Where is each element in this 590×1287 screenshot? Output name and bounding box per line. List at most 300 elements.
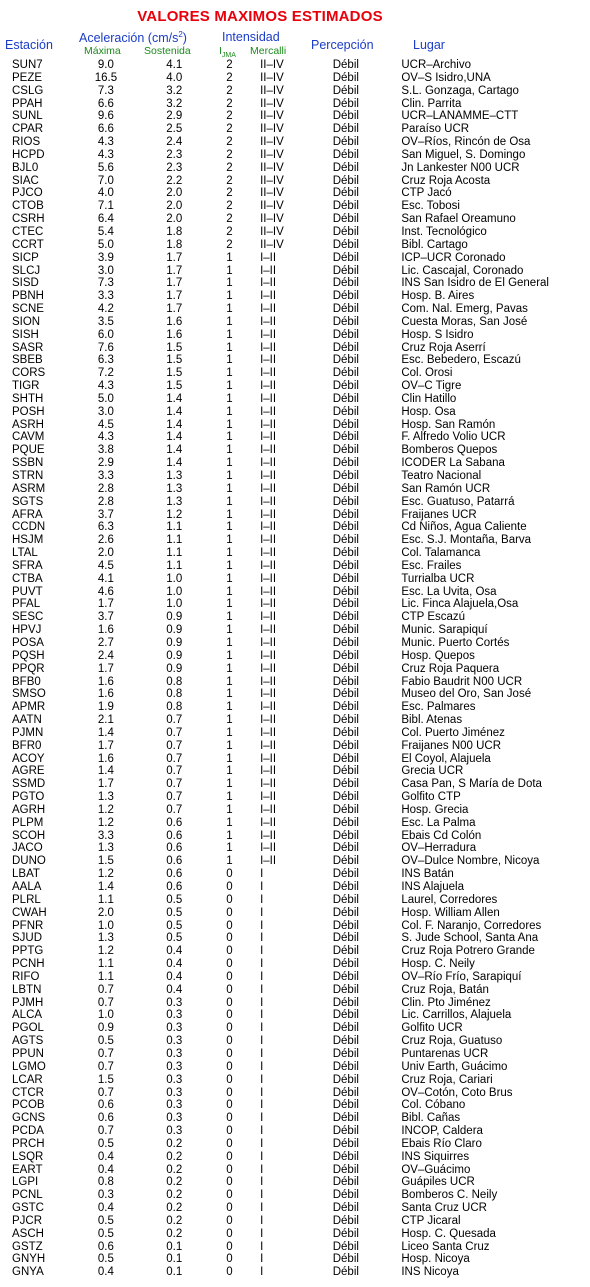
- max-acceleration-cell: 1.5: [97, 1073, 114, 1086]
- table-row: [0, 316, 590, 329]
- place-cell: ICP–UCR Coronado: [401, 251, 506, 264]
- station-code-cell: SJUD: [12, 932, 43, 945]
- sustained-acceleration-cell: 0.5: [166, 906, 183, 919]
- max-acceleration-cell: 1.7: [97, 739, 114, 752]
- station-code-cell: SESC: [12, 611, 44, 624]
- station-code-cell: LGMO: [12, 1060, 46, 1073]
- perception-cell: Débil: [332, 945, 359, 958]
- place-cell: Hosp. Nicoya: [401, 1253, 470, 1266]
- place-cell: Lic. Cascajal, Coronado: [401, 264, 524, 277]
- mercalli-intensity-cell: I: [260, 906, 264, 919]
- max-acceleration-cell: 4.6: [97, 585, 114, 598]
- mercalli-intensity-cell: I: [260, 1137, 264, 1150]
- table-row: [0, 354, 590, 367]
- sustained-acceleration-cell: 0.6: [166, 816, 183, 829]
- place-cell: Hosp. San Ramón: [401, 418, 496, 431]
- mercalli-intensity-cell: I: [260, 1099, 264, 1112]
- place-cell: Bomberos C. Neily: [401, 1189, 498, 1202]
- mercalli-intensity-cell: I: [260, 1125, 264, 1138]
- perception-cell: Débil: [332, 84, 359, 97]
- table-row: [0, 226, 590, 239]
- mercalli-intensity-cell: II–IV: [260, 187, 284, 200]
- mercalli-intensity-cell: I–II: [260, 431, 277, 444]
- ijma-intensity-cell: 0: [226, 1176, 233, 1189]
- place-cell: S.L. Gonzaga, Cartago: [401, 84, 519, 97]
- sustained-acceleration-cell: 0.1: [166, 1266, 183, 1279]
- station-code-cell: GSTC: [12, 1202, 44, 1215]
- mercalli-intensity-cell: I: [260, 1150, 264, 1163]
- mercalli-intensity-cell: I–II: [260, 508, 277, 521]
- perception-cell: Débil: [332, 405, 359, 418]
- ijma-intensity-cell: 2: [226, 148, 233, 161]
- table-row: [0, 1099, 590, 1112]
- sustained-acceleration-cell: 1.4: [166, 392, 183, 405]
- max-acceleration-cell: 2.6: [97, 534, 114, 547]
- mercalli-intensity-cell: I–II: [260, 636, 277, 649]
- sustained-acceleration-cell: 0.9: [166, 662, 183, 675]
- perception-cell: Débil: [332, 97, 359, 110]
- mercalli-intensity-cell: I–II: [260, 470, 277, 482]
- station-code-cell: CPAR: [12, 123, 44, 136]
- ijma-intensity-cell: 1: [226, 701, 233, 714]
- perception-cell: Débil: [332, 714, 359, 727]
- perception-cell: Débil: [332, 636, 359, 649]
- sustained-acceleration-cell: 0.3: [166, 1060, 183, 1073]
- ijma-intensity-cell: 0: [226, 1073, 233, 1086]
- sustained-acceleration-cell: 1.5: [166, 380, 183, 393]
- max-acceleration-cell: 6.4: [97, 213, 114, 226]
- place-cell: OV–Ríos, Rincón de Osa: [401, 136, 531, 149]
- mercalli-intensity-cell: I–II: [260, 585, 277, 598]
- sustained-acceleration-cell: 0.7: [166, 752, 183, 765]
- mercalli-intensity-cell: I: [260, 1035, 264, 1048]
- sustained-acceleration-cell: 0.9: [166, 624, 183, 637]
- table-row: [0, 894, 590, 907]
- place-cell: INS Batán: [401, 868, 454, 881]
- station-code-cell: ALCA: [12, 1009, 43, 1022]
- max-acceleration-cell: 7.3: [97, 84, 114, 97]
- mercalli-intensity-cell: I: [260, 1073, 264, 1086]
- max-acceleration-cell: 0.7: [97, 1047, 114, 1060]
- sustained-acceleration-cell: 1.4: [166, 444, 183, 457]
- max-acceleration-cell: 7.3: [97, 277, 114, 290]
- sustained-acceleration-cell: 0.2: [166, 1189, 183, 1202]
- perception-cell: Débil: [332, 508, 359, 521]
- station-code-cell: PCDA: [12, 1125, 44, 1138]
- perception-cell: Débil: [332, 161, 359, 174]
- mercalli-intensity-cell: I: [260, 893, 264, 906]
- mercalli-intensity-cell: I: [260, 1189, 264, 1202]
- header-ijma-main: I: [219, 45, 222, 57]
- header-sostenida: Sostenida: [144, 45, 191, 57]
- table-row: [0, 393, 590, 406]
- place-cell: Esc. Guatuso, Patarrá: [401, 495, 515, 508]
- station-code-cell: BFB0: [12, 675, 41, 688]
- perception-cell: Débil: [332, 431, 359, 444]
- perception-cell: Débil: [332, 829, 359, 842]
- sustained-acceleration-cell: 0.1: [166, 1240, 183, 1253]
- table-row: [0, 149, 590, 162]
- mercalli-intensity-cell: I–II: [260, 251, 277, 264]
- perception-cell: Débil: [332, 200, 359, 213]
- perception-cell: Débil: [332, 174, 359, 187]
- station-code-cell: RIFO: [12, 970, 40, 983]
- table-row: [0, 200, 590, 213]
- table-row: [0, 1048, 590, 1061]
- mercalli-intensity-cell: II–IV: [260, 97, 284, 110]
- perception-cell: Débil: [332, 1009, 359, 1022]
- ijma-intensity-cell: 1: [226, 739, 233, 752]
- table-row: [0, 509, 590, 522]
- table-row: [0, 521, 590, 534]
- sustained-acceleration-cell: 1.7: [166, 290, 183, 303]
- ijma-intensity-cell: 1: [226, 431, 233, 444]
- mercalli-intensity-cell: I–II: [260, 649, 277, 662]
- ijma-intensity-cell: 0: [226, 996, 233, 1009]
- mercalli-intensity-cell: I–II: [260, 559, 277, 572]
- ijma-intensity-cell: 1: [226, 405, 233, 418]
- ijma-intensity-cell: 1: [226, 354, 233, 367]
- place-cell: San Ramón UCR: [401, 482, 491, 495]
- perception-cell: Débil: [332, 1240, 359, 1253]
- max-acceleration-cell: 2.9: [97, 457, 114, 470]
- station-code-cell: CTBA: [12, 572, 43, 585]
- sustained-acceleration-cell: 0.9: [166, 636, 183, 649]
- max-acceleration-cell: 4.3: [97, 148, 114, 161]
- table-row: [0, 881, 590, 894]
- mercalli-intensity-cell: II–IV: [260, 225, 284, 238]
- station-code-cell: SIAC: [12, 174, 39, 187]
- mercalli-intensity-cell: I–II: [260, 598, 277, 611]
- place-cell: UCR–LANAMME–CTT: [401, 110, 519, 123]
- max-acceleration-cell: 1.2: [97, 868, 114, 881]
- ijma-intensity-cell: 2: [226, 238, 233, 251]
- mercalli-intensity-cell: I: [260, 868, 264, 881]
- mercalli-intensity-cell: I–II: [260, 315, 277, 328]
- perception-cell: Débil: [332, 225, 359, 238]
- sustained-acceleration-cell: 0.2: [166, 1202, 183, 1215]
- station-code-cell: SFRA: [12, 559, 43, 572]
- table-row: [0, 1189, 590, 1202]
- sustained-acceleration-cell: 0.2: [166, 1227, 183, 1240]
- max-acceleration-cell: 0.5: [97, 1214, 114, 1227]
- sustained-acceleration-cell: 1.3: [166, 470, 183, 482]
- station-code-cell: PLPM: [12, 816, 44, 829]
- table-row: [0, 637, 590, 650]
- ijma-intensity-cell: 0: [226, 1137, 233, 1150]
- station-code-cell: SISH: [12, 328, 39, 341]
- station-code-cell: SICP: [12, 251, 39, 264]
- perception-cell: Débil: [332, 110, 359, 123]
- station-code-cell: ACOY: [12, 752, 45, 765]
- perception-cell: Débil: [332, 290, 359, 303]
- sustained-acceleration-cell: 1.2: [166, 508, 183, 521]
- place-cell: Munic. Sarapiquí: [401, 624, 488, 637]
- max-acceleration-cell: 0.7: [97, 1086, 114, 1099]
- mercalli-intensity-cell: I–II: [260, 855, 277, 868]
- table-row: [0, 740, 590, 753]
- mercalli-intensity-cell: I–II: [260, 290, 277, 303]
- place-cell: Cruz Roja Potrero Grande: [401, 945, 535, 958]
- max-acceleration-cell: 6.0: [97, 328, 114, 341]
- max-acceleration-cell: 5.4: [97, 225, 114, 238]
- sustained-acceleration-cell: 0.5: [166, 932, 183, 945]
- max-acceleration-cell: 3.7: [97, 611, 114, 624]
- station-code-cell: SASR: [12, 341, 44, 354]
- place-cell: Col. Talamanca: [401, 547, 481, 560]
- sustained-acceleration-cell: 0.3: [166, 1125, 183, 1138]
- place-cell: Inst. Tecnológico: [401, 225, 487, 238]
- mercalli-intensity-cell: I: [260, 1214, 264, 1227]
- place-cell: Munic. Puerto Cortés: [401, 636, 510, 649]
- max-acceleration-cell: 2.0: [97, 547, 114, 560]
- mercalli-intensity-cell: I–II: [260, 495, 277, 508]
- place-cell: Com. Nal. Emerg, Pavas: [401, 303, 528, 316]
- perception-cell: Débil: [332, 71, 359, 84]
- max-acceleration-cell: 4.2: [97, 303, 114, 316]
- place-cell: INS Siquirres: [401, 1150, 470, 1163]
- perception-cell: Débil: [332, 1202, 359, 1215]
- mercalli-intensity-cell: I–II: [260, 624, 277, 637]
- place-cell: Esc. Palmares: [401, 701, 476, 714]
- station-code-cell: AATN: [12, 714, 42, 727]
- max-acceleration-cell: 0.4: [97, 1202, 114, 1215]
- table-row: [0, 676, 590, 689]
- station-code-cell: STRN: [12, 470, 44, 482]
- station-code-cell: GNYA: [12, 1266, 44, 1279]
- mercalli-intensity-cell: I–II: [260, 611, 277, 624]
- max-acceleration-cell: 1.6: [97, 752, 114, 765]
- station-code-cell: EART: [12, 1163, 43, 1176]
- sustained-acceleration-cell: 3.2: [166, 97, 183, 110]
- station-code-cell: PCNH: [12, 958, 45, 971]
- header-acceleration-suffix: ): [182, 31, 187, 46]
- place-cell: Esc. Frailes: [401, 559, 462, 572]
- perception-cell: Débil: [332, 1176, 359, 1189]
- perception-cell: Débil: [332, 1086, 359, 1099]
- table-row: [0, 765, 590, 778]
- sustained-acceleration-cell: 4.1: [166, 59, 183, 71]
- place-cell: S. Jude School, Santa Ana: [401, 932, 539, 945]
- sustained-acceleration-cell: 0.1: [166, 1253, 183, 1266]
- sustained-acceleration-cell: 1.4: [166, 418, 183, 431]
- mercalli-intensity-cell: II–IV: [260, 59, 284, 71]
- mercalli-intensity-cell: I–II: [260, 367, 277, 380]
- table-row: [0, 560, 590, 573]
- station-code-cell: JACO: [12, 842, 43, 855]
- station-code-cell: SLCJ: [12, 264, 41, 277]
- place-cell: Puntarenas UCR: [401, 1047, 489, 1060]
- max-acceleration-cell: 0.6: [97, 1240, 114, 1253]
- max-acceleration-cell: 0.7: [97, 996, 114, 1009]
- sustained-acceleration-cell: 2.5: [166, 123, 183, 136]
- perception-cell: Débil: [332, 598, 359, 611]
- place-cell: San Miguel, S. Domingo: [401, 148, 526, 161]
- ijma-intensity-cell: 0: [226, 1150, 233, 1163]
- table-row: [0, 110, 590, 123]
- mercalli-intensity-cell: I–II: [260, 303, 277, 316]
- station-code-cell: DUNO: [12, 855, 46, 868]
- station-code-cell: SHTH: [12, 392, 44, 405]
- mercalli-intensity-cell: I–II: [260, 829, 277, 842]
- sustained-acceleration-cell: 1.8: [166, 238, 183, 251]
- table-row: [0, 958, 590, 971]
- sustained-acceleration-cell: 0.9: [166, 649, 183, 662]
- ijma-intensity-cell: 0: [226, 1253, 233, 1266]
- sustained-acceleration-cell: 0.4: [166, 983, 183, 996]
- place-cell: Esc. La Uvita, Osa: [401, 585, 497, 598]
- station-code-cell: AGTS: [12, 1035, 44, 1048]
- max-acceleration-cell: 6.6: [97, 123, 114, 136]
- table-row: [0, 1125, 590, 1138]
- station-code-cell: AGRH: [12, 803, 46, 816]
- sustained-acceleration-cell: 1.3: [166, 495, 183, 508]
- place-cell: OV–C Tigre: [401, 380, 462, 393]
- table-row: [0, 714, 590, 727]
- ijma-intensity-cell: 2: [226, 200, 233, 213]
- ijma-intensity-cell: 1: [226, 585, 233, 598]
- table-row: [0, 830, 590, 843]
- mercalli-intensity-cell: I: [260, 1266, 264, 1279]
- values-table-body: [0, 59, 590, 1279]
- station-code-cell: GSTZ: [12, 1240, 43, 1253]
- place-cell: Jn Lankester N00 UCR: [401, 161, 520, 174]
- table-row: [0, 945, 590, 958]
- ijma-intensity-cell: 2: [226, 136, 233, 149]
- perception-cell: Débil: [332, 649, 359, 662]
- table-row: [0, 1266, 590, 1279]
- station-code-cell: CWAH: [12, 906, 47, 919]
- table-row: [0, 59, 590, 72]
- table-row: [0, 688, 590, 701]
- max-acceleration-cell: 1.7: [97, 778, 114, 791]
- table-row: [0, 136, 590, 149]
- max-acceleration-cell: 1.1: [97, 970, 114, 983]
- max-acceleration-cell: 1.4: [97, 765, 114, 778]
- max-acceleration-cell: 1.1: [97, 958, 114, 971]
- perception-cell: Débil: [332, 855, 359, 868]
- table-row: [0, 727, 590, 740]
- station-code-cell: CTOB: [12, 200, 44, 213]
- ijma-intensity-cell: 2: [226, 161, 233, 174]
- station-code-cell: LSQR: [12, 1150, 44, 1163]
- max-acceleration-cell: 0.5: [97, 1137, 114, 1150]
- place-cell: Cd Niños, Agua Caliente: [401, 521, 527, 534]
- sustained-acceleration-cell: 0.8: [166, 688, 183, 701]
- station-code-cell: ASRM: [12, 482, 46, 495]
- sustained-acceleration-cell: 2.9: [166, 110, 183, 123]
- mercalli-intensity-cell: II–IV: [260, 136, 284, 149]
- perception-cell: Débil: [332, 136, 359, 149]
- station-code-cell: RIOS: [12, 136, 41, 149]
- ijma-intensity-cell: 0: [226, 906, 233, 919]
- max-acceleration-cell: 1.2: [97, 803, 114, 816]
- max-acceleration-cell: 0.4: [97, 1163, 114, 1176]
- max-acceleration-cell: 5.0: [97, 238, 114, 251]
- ijma-intensity-cell: 1: [226, 457, 233, 470]
- perception-cell: Débil: [332, 495, 359, 508]
- sustained-acceleration-cell: 2.4: [166, 136, 183, 149]
- ijma-intensity-cell: 1: [226, 508, 233, 521]
- place-cell: Grecia UCR: [401, 765, 464, 778]
- ijma-intensity-cell: 0: [226, 1189, 233, 1202]
- max-acceleration-cell: 1.7: [97, 598, 114, 611]
- place-cell: Turrialba UCR: [401, 572, 475, 585]
- max-acceleration-cell: 0.9: [97, 1022, 114, 1035]
- header-station: Estación: [5, 38, 53, 52]
- place-cell: Lic. Carrillos, Alajuela: [401, 1009, 512, 1022]
- ijma-intensity-cell: 1: [226, 636, 233, 649]
- place-cell: OV–Guácimo: [401, 1163, 471, 1176]
- max-acceleration-cell: 2.7: [97, 636, 114, 649]
- mercalli-intensity-cell: I: [260, 919, 264, 932]
- max-acceleration-cell: 2.0: [97, 906, 114, 919]
- mercalli-intensity-cell: I: [260, 1176, 264, 1189]
- mercalli-intensity-cell: I: [260, 1047, 264, 1060]
- max-acceleration-cell: 3.3: [97, 290, 114, 303]
- max-acceleration-cell: 4.0: [97, 187, 114, 200]
- place-cell: Bibl. Atenas: [401, 714, 463, 727]
- mercalli-intensity-cell: II–IV: [260, 84, 284, 97]
- mercalli-intensity-cell: I: [260, 1253, 264, 1266]
- station-code-cell: PGOL: [12, 1022, 44, 1035]
- mercalli-intensity-cell: I–II: [260, 701, 277, 714]
- mercalli-intensity-cell: I: [260, 945, 264, 958]
- max-acceleration-cell: 1.6: [97, 675, 114, 688]
- perception-cell: Débil: [332, 328, 359, 341]
- place-cell: Liceo Santa Cruz: [401, 1240, 490, 1253]
- max-acceleration-cell: 0.5: [97, 1227, 114, 1240]
- ijma-intensity-cell: 1: [226, 662, 233, 675]
- max-acceleration-cell: 1.3: [97, 842, 114, 855]
- table-row: [0, 1087, 590, 1100]
- perception-cell: Débil: [332, 611, 359, 624]
- ijma-intensity-cell: 1: [226, 598, 233, 611]
- ijma-intensity-cell: 1: [226, 842, 233, 855]
- sustained-acceleration-cell: 0.5: [166, 893, 183, 906]
- table-row: [0, 431, 590, 444]
- table-row: [0, 187, 590, 200]
- place-cell: CTP Jacó: [401, 187, 452, 200]
- ijma-intensity-cell: 1: [226, 264, 233, 277]
- place-cell: INCOP, Caldera: [401, 1125, 483, 1138]
- table-row: [0, 98, 590, 111]
- perception-cell: Débil: [332, 752, 359, 765]
- place-cell: Ebais Cd Colón: [401, 829, 482, 842]
- max-acceleration-cell: 1.2: [97, 945, 114, 958]
- table-row: [0, 1241, 590, 1254]
- place-cell: Guápiles UCR: [401, 1176, 475, 1189]
- table-row: [0, 598, 590, 611]
- station-code-cell: AALA: [12, 881, 42, 893]
- sustained-acceleration-cell: 1.5: [166, 341, 183, 354]
- ijma-intensity-cell: 1: [226, 521, 233, 534]
- station-code-cell: PJMH: [12, 996, 44, 1009]
- station-code-cell: PUVT: [12, 585, 43, 598]
- table-row: [0, 984, 590, 997]
- sustained-acceleration-cell: 0.4: [166, 958, 183, 971]
- max-acceleration-cell: 3.3: [97, 470, 114, 482]
- place-cell: Clin. Pto Jiménez: [401, 996, 491, 1009]
- table-row: [0, 534, 590, 547]
- sustained-acceleration-cell: 2.0: [166, 213, 183, 226]
- sustained-acceleration-cell: 0.7: [166, 714, 183, 727]
- ijma-intensity-cell: 1: [226, 559, 233, 572]
- max-acceleration-cell: 1.3: [97, 791, 114, 804]
- ijma-intensity-cell: 1: [226, 470, 233, 482]
- station-code-cell: LBAT: [12, 868, 40, 881]
- ijma-intensity-cell: 2: [226, 110, 233, 123]
